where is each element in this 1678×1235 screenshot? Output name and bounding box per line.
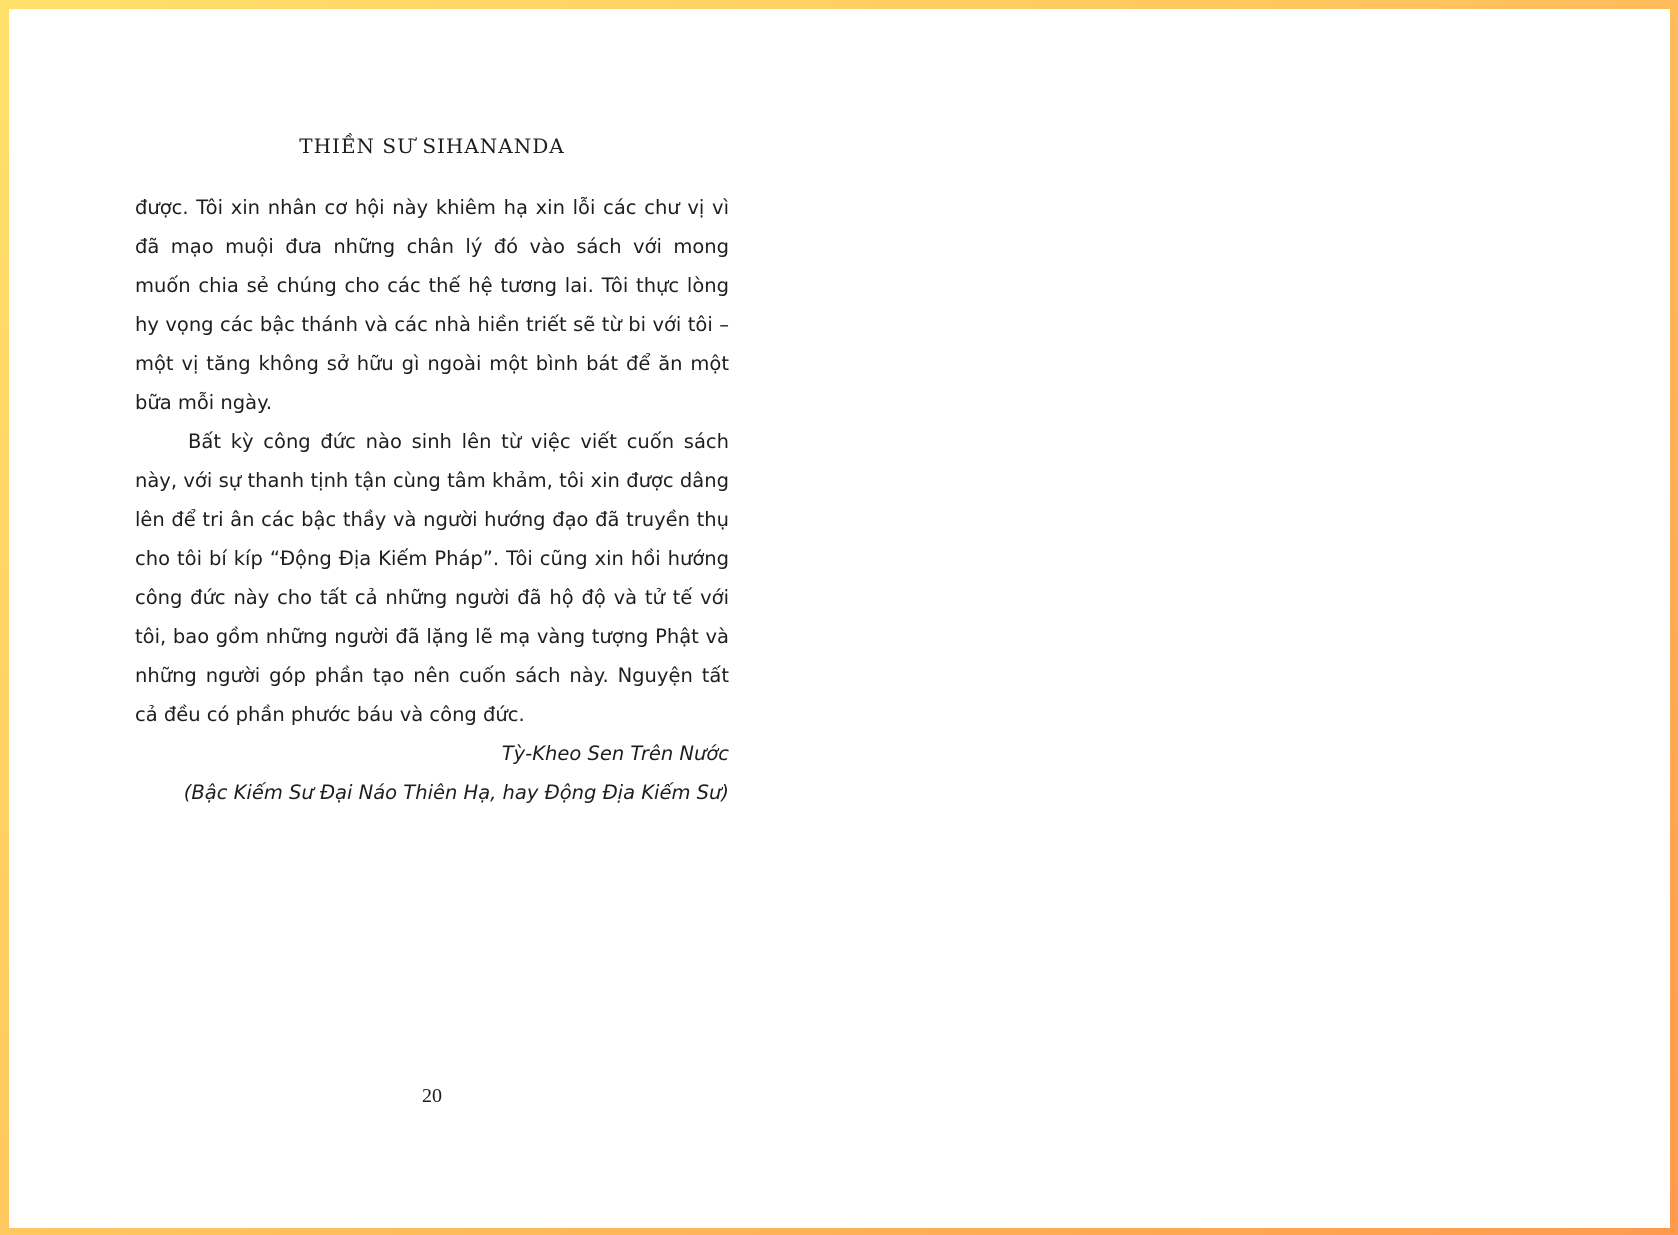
running-header: THIỀN SƯ SIHANANDA [299, 134, 565, 158]
page-content [135, 9, 729, 1228]
signature-title: (Bậc Kiếm Sư Đại Náo Thiên Hạ, hay Động Địa Kiếm Sư) [183, 781, 729, 804]
body-text [135, 188, 729, 812]
signature-name: Tỳ-Kheo Sen Trên Nước [501, 742, 729, 765]
page-number: 20 [422, 1085, 442, 1107]
paragraph-dedication: Bất kỳ công đức nào sinh lên từ việc viết cuốn sách này, với sự thanh tịnh tận cùng tâm khảm, tôi xin được dâng lên để tri ân các bậc thầy và người hướng đạo đã truyền thụ cho tôi bí kíp “Động Địa Kiếm Pháp”. Tôi cũng xin hồi hướng công đức này cho tất cả những người đã hộ độ và tử tế với tôi, bao gồm những người đã lặng lẽ mạ vàng tượng Phật và những người góp phần tạo nên cuốn sách này. Nguyện tất cả đều có phần phước báu và công đức. [135, 430, 729, 726]
book-page [9, 9, 1670, 1228]
paragraph-continued: được. Tôi xin nhân cơ hội này khiêm hạ xin lỗi các chư vị vì đã mạo muội đưa những chân lý đó vào sách với mong muốn chia sẻ chúng cho các thế hệ tương lai. Tôi thực lòng hy vọng các bậc thánh và các nhà hiền triết sẽ từ bi với tôi – một vị tăng không sở hữu gì ngoài một bình bát để ăn một bữa mỗi ngày. [135, 196, 729, 414]
